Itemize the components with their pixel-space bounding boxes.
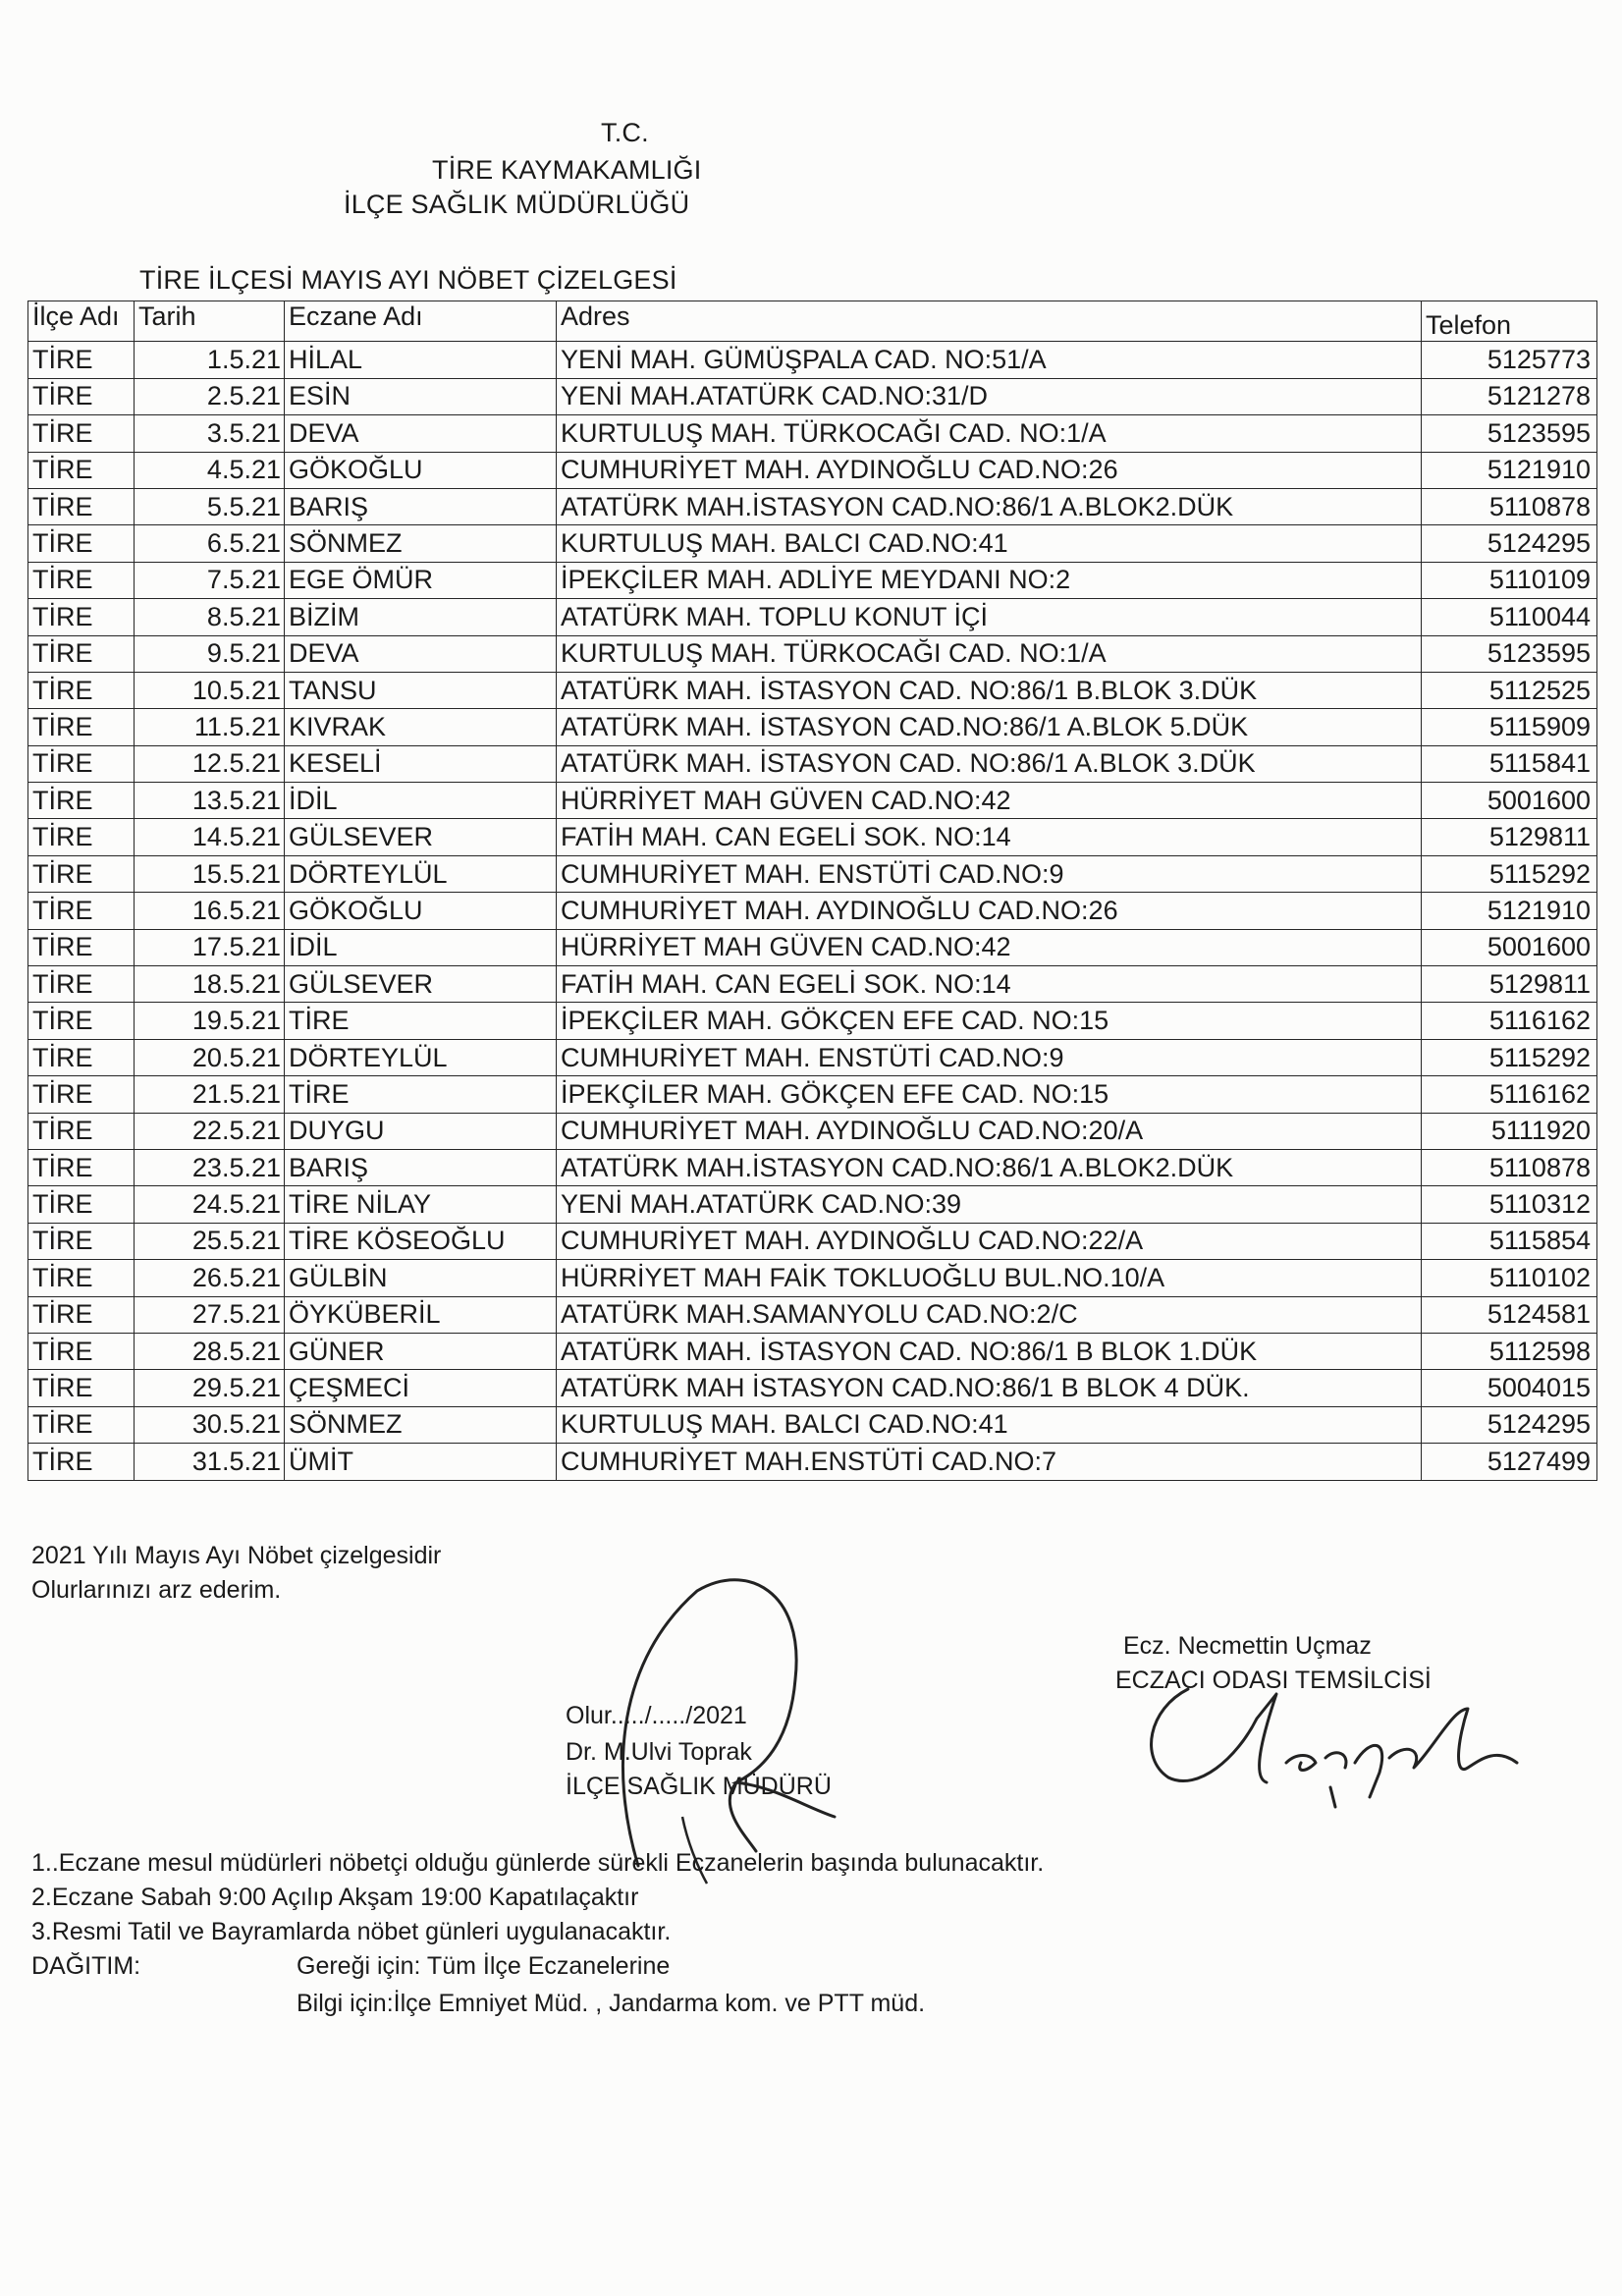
intro-line-2: Olurlarınızı arz ederim. bbox=[31, 1576, 282, 1604]
cell-district: TİRE bbox=[28, 1444, 135, 1480]
table-row bbox=[28, 635, 1597, 672]
cell-date: 24.5.21 bbox=[135, 1186, 285, 1223]
cell-pharmacy: İDİL bbox=[285, 783, 557, 819]
table-row bbox=[28, 1296, 1597, 1333]
cell-date: 2.5.21 bbox=[135, 378, 285, 414]
cell-date: 21.5.21 bbox=[135, 1076, 285, 1113]
cell-date: 15.5.21 bbox=[135, 855, 285, 892]
cell-address: CUMHURİYET MAH. ENSTÜTİ CAD.NO:9 bbox=[557, 855, 1422, 892]
cell-address: ATATÜRK MAH. İSTASYON CAD. NO:86/1 B BLOK 1.DÜK bbox=[557, 1333, 1422, 1369]
cell-address: HÜRRİYET MAH GÜVEN CAD.NO:42 bbox=[557, 929, 1422, 965]
footer-note-3: 3.Resmi Tatil ve Bayramlarda nöbet günleri uygulanacaktır. bbox=[31, 1918, 672, 1945]
table-row bbox=[28, 709, 1597, 745]
cell-date: 26.5.21 bbox=[135, 1260, 285, 1296]
header-line-mudurluk: İLÇE SAĞLIK MÜDÜRLÜĞÜ bbox=[344, 190, 690, 219]
cell-pharmacy: TİRE bbox=[285, 1076, 557, 1113]
cell-district: TİRE bbox=[28, 783, 135, 819]
table-row bbox=[28, 1260, 1597, 1296]
cell-pharmacy: HİLAL bbox=[285, 342, 557, 378]
cell-pharmacy: TANSU bbox=[285, 672, 557, 708]
cell-date: 13.5.21 bbox=[135, 783, 285, 819]
table-row bbox=[28, 745, 1597, 782]
cell-phone: 5110878 bbox=[1422, 488, 1597, 524]
cell-district: TİRE bbox=[28, 966, 135, 1003]
cell-date: 23.5.21 bbox=[135, 1149, 285, 1185]
distribution-label: DAĞITIM: bbox=[31, 1952, 141, 1980]
cell-pharmacy: GÖKOĞLU bbox=[285, 893, 557, 929]
cell-address: ATATÜRK MAH. TOPLU KONUT İÇİ bbox=[557, 599, 1422, 635]
cell-address: ATATÜRK MAH. İSTASYON CAD. NO:86/1 B.BLOK 3.DÜK bbox=[557, 672, 1422, 708]
cell-date: 27.5.21 bbox=[135, 1296, 285, 1333]
cell-pharmacy: GÜLSEVER bbox=[285, 966, 557, 1003]
cell-district: TİRE bbox=[28, 525, 135, 562]
table-row bbox=[28, 378, 1597, 414]
cell-address: KURTULUŞ MAH. TÜRKOCAĞI CAD. NO:1/A bbox=[557, 415, 1422, 452]
cell-phone: 5112525 bbox=[1422, 672, 1597, 708]
table-row bbox=[28, 929, 1597, 965]
cell-address: İPEKÇİLER MAH. ADLİYE MEYDANI NO:2 bbox=[557, 562, 1422, 598]
cell-phone: 5111920 bbox=[1422, 1113, 1597, 1149]
cell-phone: 5115292 bbox=[1422, 1039, 1597, 1075]
cell-district: TİRE bbox=[28, 1223, 135, 1259]
cell-date: 9.5.21 bbox=[135, 635, 285, 672]
cell-address: ATATÜRK MAH. İSTASYON CAD. NO:86/1 A.BLOK 3.DÜK bbox=[557, 745, 1422, 782]
col-header-date: Tarih bbox=[135, 301, 285, 342]
cell-address: CUMHURİYET MAH. AYDINOĞLU CAD.NO:20/A bbox=[557, 1113, 1422, 1149]
cell-address: CUMHURİYET MAH. AYDINOĞLU CAD.NO:26 bbox=[557, 452, 1422, 488]
footer-note-2: 2.Eczane Sabah 9:00 Açılıp Akşam 19:00 Kapatılaçaktır bbox=[31, 1884, 639, 1911]
cell-address: YENİ MAH. GÜMÜŞPALA CAD. NO:51/A bbox=[557, 342, 1422, 378]
cell-address: ATATÜRK MAH.SAMANYOLU CAD.NO:2/C bbox=[557, 1296, 1422, 1333]
cell-district: TİRE bbox=[28, 1113, 135, 1149]
intro-line-1: 2021 Yılı Mayıs Ayı Nöbet çizelgesidir bbox=[31, 1542, 442, 1569]
cell-district: TİRE bbox=[28, 415, 135, 452]
col-header-pharmacy: Eczane Adı bbox=[285, 301, 557, 342]
cell-phone: 5121910 bbox=[1422, 893, 1597, 929]
cell-date: 28.5.21 bbox=[135, 1333, 285, 1369]
cell-phone: 5129811 bbox=[1422, 819, 1597, 855]
table-row bbox=[28, 525, 1597, 562]
cell-pharmacy: GÖKOĞLU bbox=[285, 452, 557, 488]
representative-name: Ecz. Necmettin Uçmaz bbox=[1123, 1632, 1372, 1660]
cell-date: 7.5.21 bbox=[135, 562, 285, 598]
cell-date: 12.5.21 bbox=[135, 745, 285, 782]
duty-schedule-table bbox=[27, 301, 1597, 1481]
cell-date: 1.5.21 bbox=[135, 342, 285, 378]
distribution-line-1: Gereği için: Tüm İlçe Eczanelerine bbox=[297, 1952, 671, 1980]
cell-address: ATATÜRK MAH İSTASYON CAD.NO:86/1 B BLOK 4 DÜK. bbox=[557, 1370, 1422, 1406]
cell-district: TİRE bbox=[28, 1296, 135, 1333]
cell-address: FATİH MAH. CAN EGELİ SOK. NO:14 bbox=[557, 819, 1422, 855]
table-row bbox=[28, 855, 1597, 892]
cell-phone: 5110109 bbox=[1422, 562, 1597, 598]
cell-phone: 5121910 bbox=[1422, 452, 1597, 488]
cell-phone: 5110044 bbox=[1422, 599, 1597, 635]
cell-date: 25.5.21 bbox=[135, 1223, 285, 1259]
cell-pharmacy: SÖNMEZ bbox=[285, 525, 557, 562]
header-line-tc: T.C. bbox=[601, 118, 649, 147]
cell-district: TİRE bbox=[28, 929, 135, 965]
cell-date: 29.5.21 bbox=[135, 1370, 285, 1406]
cell-phone: 5127499 bbox=[1422, 1444, 1597, 1480]
schedule-title: TİRE İLÇESİ MAYIS AYI NÖBET ÇİZELGESİ bbox=[139, 265, 677, 295]
approval-name: Dr. M.Ulvi Toprak bbox=[566, 1738, 752, 1766]
cell-pharmacy: ÇEŞMECİ bbox=[285, 1370, 557, 1406]
cell-address: İPEKÇİLER MAH. GÖKÇEN EFE CAD. NO:15 bbox=[557, 1076, 1422, 1113]
cell-phone: 5129811 bbox=[1422, 966, 1597, 1003]
table-row bbox=[28, 1076, 1597, 1113]
cell-district: TİRE bbox=[28, 1406, 135, 1443]
cell-address: ATATÜRK MAH.İSTASYON CAD.NO:86/1 A.BLOK2.DÜK bbox=[557, 1149, 1422, 1185]
table-row bbox=[28, 342, 1597, 378]
cell-phone: 5124295 bbox=[1422, 525, 1597, 562]
cell-pharmacy: DEVA bbox=[285, 635, 557, 672]
cell-phone: 5124295 bbox=[1422, 1406, 1597, 1443]
table-row bbox=[28, 1003, 1597, 1039]
cell-date: 31.5.21 bbox=[135, 1444, 285, 1480]
table-row bbox=[28, 1444, 1597, 1480]
cell-pharmacy: ÖYKÜBERİL bbox=[285, 1296, 557, 1333]
cell-district: TİRE bbox=[28, 1149, 135, 1185]
cell-pharmacy: ESİN bbox=[285, 378, 557, 414]
cell-address: KURTULUŞ MAH. TÜRKOCAĞI CAD. NO:1/A bbox=[557, 635, 1422, 672]
cell-district: TİRE bbox=[28, 342, 135, 378]
cell-district: TİRE bbox=[28, 1076, 135, 1113]
cell-date: 5.5.21 bbox=[135, 488, 285, 524]
table-row bbox=[28, 1186, 1597, 1223]
cell-pharmacy: EGE ÖMÜR bbox=[285, 562, 557, 598]
cell-district: TİRE bbox=[28, 1260, 135, 1296]
cell-address: CUMHURİYET MAH. AYDINOĞLU CAD.NO:22/A bbox=[557, 1223, 1422, 1259]
col-header-phone: Telefon bbox=[1422, 301, 1597, 342]
cell-pharmacy: BARIŞ bbox=[285, 488, 557, 524]
cell-district: TİRE bbox=[28, 562, 135, 598]
cell-date: 19.5.21 bbox=[135, 1003, 285, 1039]
cell-district: TİRE bbox=[28, 709, 135, 745]
table-row bbox=[28, 1039, 1597, 1075]
table-row bbox=[28, 599, 1597, 635]
cell-phone: 5110878 bbox=[1422, 1149, 1597, 1185]
cell-phone: 5004015 bbox=[1422, 1370, 1597, 1406]
table-row bbox=[28, 1149, 1597, 1185]
cell-phone: 5115841 bbox=[1422, 745, 1597, 782]
table-row bbox=[28, 1370, 1597, 1406]
cell-date: 18.5.21 bbox=[135, 966, 285, 1003]
cell-phone: 5125773 bbox=[1422, 342, 1597, 378]
cell-date: 16.5.21 bbox=[135, 893, 285, 929]
cell-phone: 5124581 bbox=[1422, 1296, 1597, 1333]
col-header-address: Adres bbox=[557, 301, 1422, 342]
cell-address: YENİ MAH.ATATÜRK CAD.NO:31/D bbox=[557, 378, 1422, 414]
cell-phone: 5001600 bbox=[1422, 783, 1597, 819]
cell-pharmacy: BİZİM bbox=[285, 599, 557, 635]
cell-pharmacy: DEVA bbox=[285, 415, 557, 452]
cell-district: TİRE bbox=[28, 855, 135, 892]
cell-date: 3.5.21 bbox=[135, 415, 285, 452]
header-line-kaymakamlik: TİRE KAYMAKAMLIĞI bbox=[432, 155, 702, 185]
cell-phone: 5110312 bbox=[1422, 1186, 1597, 1223]
cell-pharmacy: TİRE NİLAY bbox=[285, 1186, 557, 1223]
representative-signature bbox=[1129, 1669, 1541, 1817]
cell-district: TİRE bbox=[28, 1039, 135, 1075]
cell-phone: 5116162 bbox=[1422, 1003, 1597, 1039]
cell-phone: 5115854 bbox=[1422, 1223, 1597, 1259]
cell-district: TİRE bbox=[28, 635, 135, 672]
cell-phone: 5112598 bbox=[1422, 1333, 1597, 1369]
table-row bbox=[28, 893, 1597, 929]
cell-phone: 5115292 bbox=[1422, 855, 1597, 892]
table-row bbox=[28, 966, 1597, 1003]
distribution-line-2: Bilgi için:İlçe Emniyet Müd. , Jandarma kom. ve PTT müd. bbox=[297, 1990, 926, 2017]
table-row bbox=[28, 452, 1597, 488]
cell-address: İPEKÇİLER MAH. GÖKÇEN EFE CAD. NO:15 bbox=[557, 1003, 1422, 1039]
cell-phone: 5001600 bbox=[1422, 929, 1597, 965]
cell-address: HÜRRİYET MAH FAİK TOKLUOĞLU BUL.NO.10/A bbox=[557, 1260, 1422, 1296]
table-row bbox=[28, 1333, 1597, 1369]
cell-district: TİRE bbox=[28, 1370, 135, 1406]
cell-district: TİRE bbox=[28, 488, 135, 524]
cell-date: 11.5.21 bbox=[135, 709, 285, 745]
cell-date: 14.5.21 bbox=[135, 819, 285, 855]
cell-pharmacy: DUYGU bbox=[285, 1113, 557, 1149]
cell-district: TİRE bbox=[28, 893, 135, 929]
table-body bbox=[28, 342, 1597, 1480]
table-row bbox=[28, 1113, 1597, 1149]
cell-address: CUMHURİYET MAH. ENSTÜTİ CAD.NO:9 bbox=[557, 1039, 1422, 1075]
cell-date: 8.5.21 bbox=[135, 599, 285, 635]
col-header-district: İlçe Adı bbox=[28, 301, 135, 342]
approver-signature bbox=[550, 1571, 923, 1886]
cell-pharmacy: ÜMİT bbox=[285, 1444, 557, 1480]
cell-district: TİRE bbox=[28, 819, 135, 855]
cell-pharmacy: GÜNER bbox=[285, 1333, 557, 1369]
cell-phone: 5115909 bbox=[1422, 709, 1597, 745]
cell-phone: 5110102 bbox=[1422, 1260, 1597, 1296]
cell-phone: 5123595 bbox=[1422, 415, 1597, 452]
cell-address: HÜRRİYET MAH GÜVEN CAD.NO:42 bbox=[557, 783, 1422, 819]
cell-district: TİRE bbox=[28, 452, 135, 488]
table-row bbox=[28, 819, 1597, 855]
cell-date: 20.5.21 bbox=[135, 1039, 285, 1075]
cell-date: 22.5.21 bbox=[135, 1113, 285, 1149]
approval-title: İLÇE SAĞLIK MÜDÜRÜ bbox=[566, 1773, 832, 1800]
cell-district: TİRE bbox=[28, 1186, 135, 1223]
cell-date: 6.5.21 bbox=[135, 525, 285, 562]
cell-pharmacy: KESELİ bbox=[285, 745, 557, 782]
cell-district: TİRE bbox=[28, 672, 135, 708]
table-row bbox=[28, 672, 1597, 708]
cell-district: TİRE bbox=[28, 378, 135, 414]
cell-pharmacy: SÖNMEZ bbox=[285, 1406, 557, 1443]
cell-district: TİRE bbox=[28, 599, 135, 635]
cell-district: TİRE bbox=[28, 745, 135, 782]
cell-address: FATİH MAH. CAN EGELİ SOK. NO:14 bbox=[557, 966, 1422, 1003]
cell-address: CUMHURİYET MAH.ENSTÜTİ CAD.NO:7 bbox=[557, 1444, 1422, 1480]
cell-phone: 5123595 bbox=[1422, 635, 1597, 672]
footer-note-1: 1..Eczane mesul müdürleri nöbetçi olduğu günlerde sürekli Eczanelerin başında bulunacaktır. bbox=[31, 1849, 1045, 1877]
cell-phone: 5116162 bbox=[1422, 1076, 1597, 1113]
representative-title: ECZACI ODASI TEMSİLCİSİ bbox=[1115, 1667, 1432, 1694]
cell-address: KURTULUŞ MAH. BALCI CAD.NO:41 bbox=[557, 525, 1422, 562]
table-row bbox=[28, 1223, 1597, 1259]
cell-address: YENİ MAH.ATATÜRK CAD.NO:39 bbox=[557, 1186, 1422, 1223]
cell-address: ATATÜRK MAH. İSTASYON CAD.NO:86/1 A.BLOK 5.DÜK bbox=[557, 709, 1422, 745]
table-row bbox=[28, 415, 1597, 452]
approval-olur-line: Olur...../...../2021 bbox=[566, 1702, 747, 1729]
cell-date: 30.5.21 bbox=[135, 1406, 285, 1443]
table-row bbox=[28, 488, 1597, 524]
cell-date: 17.5.21 bbox=[135, 929, 285, 965]
cell-address: ATATÜRK MAH.İSTASYON CAD.NO:86/1 A.BLOK2.DÜK bbox=[557, 488, 1422, 524]
cell-district: TİRE bbox=[28, 1333, 135, 1369]
cell-address: KURTULUŞ MAH. BALCI CAD.NO:41 bbox=[557, 1406, 1422, 1443]
cell-pharmacy: DÖRTEYLÜL bbox=[285, 855, 557, 892]
cell-pharmacy: BARIŞ bbox=[285, 1149, 557, 1185]
cell-pharmacy: TİRE KÖSEOĞLU bbox=[285, 1223, 557, 1259]
table-row bbox=[28, 783, 1597, 819]
cell-pharmacy: GÜLBİN bbox=[285, 1260, 557, 1296]
cell-pharmacy: DÖRTEYLÜL bbox=[285, 1039, 557, 1075]
cell-phone: 5121278 bbox=[1422, 378, 1597, 414]
cell-pharmacy: TİRE bbox=[285, 1003, 557, 1039]
cell-pharmacy: İDİL bbox=[285, 929, 557, 965]
table-row bbox=[28, 1406, 1597, 1443]
cell-district: TİRE bbox=[28, 1003, 135, 1039]
cell-date: 10.5.21 bbox=[135, 672, 285, 708]
cell-pharmacy: GÜLSEVER bbox=[285, 819, 557, 855]
table-row bbox=[28, 562, 1597, 598]
table-header-row bbox=[28, 301, 1597, 342]
cell-pharmacy: KIVRAK bbox=[285, 709, 557, 745]
cell-address: CUMHURİYET MAH. AYDINOĞLU CAD.NO:26 bbox=[557, 893, 1422, 929]
cell-date: 4.5.21 bbox=[135, 452, 285, 488]
